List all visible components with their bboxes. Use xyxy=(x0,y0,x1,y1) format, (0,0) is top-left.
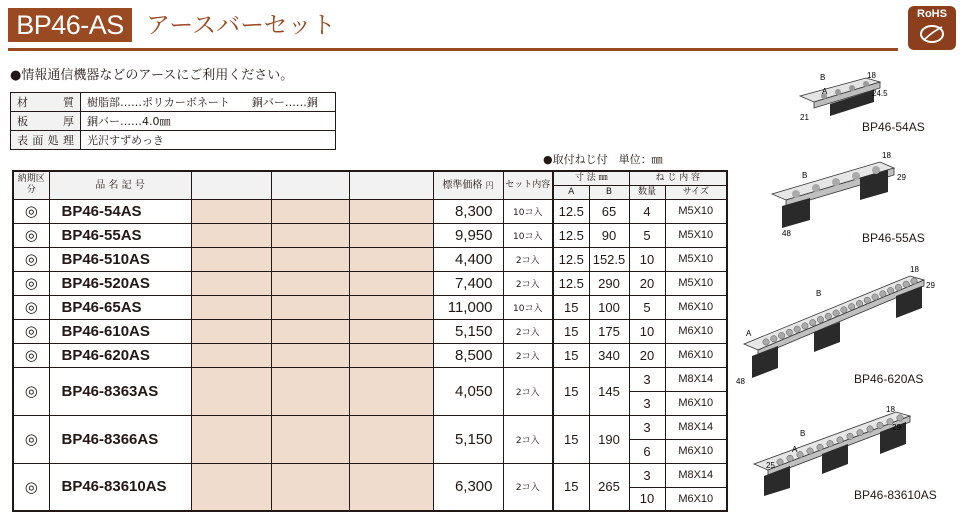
set-cell: 10コ入 xyxy=(503,295,553,319)
delivery-mark: ◎ xyxy=(13,271,49,295)
product-image-83610as xyxy=(730,400,946,496)
header-name: 品 名 記 号 xyxy=(49,171,191,199)
screw-size-cell: M5X10 xyxy=(665,247,727,271)
dim-label: B xyxy=(820,73,826,82)
screw-qty-cell: 5 xyxy=(629,223,665,247)
price-cell: 4,400 xyxy=(433,247,503,271)
spec-value: 銅バー……4.0㎜ xyxy=(81,112,336,131)
blank-cell xyxy=(349,199,433,223)
blank-cell xyxy=(349,367,433,415)
blank-cell xyxy=(191,295,271,319)
bolt-head xyxy=(857,429,863,435)
screw-size-cell: M8X14 xyxy=(665,463,727,487)
price-cell: 6,300 xyxy=(433,463,503,511)
header-dim-b: B xyxy=(589,185,629,199)
delivery-mark: ◎ xyxy=(13,415,49,463)
dim-a-cell: 12.5 xyxy=(553,223,589,247)
dim-a-cell: 15 xyxy=(553,463,589,511)
table-row xyxy=(13,415,727,439)
bolt-head xyxy=(787,455,793,461)
product-name: BP46-520AS xyxy=(49,271,191,295)
screw-size-cell: M5X10 xyxy=(665,199,727,223)
product-name: BP46-65AS xyxy=(49,295,191,319)
dim-label: B xyxy=(816,289,822,298)
screw-qty-cell: 3 xyxy=(629,367,665,391)
screw-qty-cell: 5 xyxy=(629,295,665,319)
bolt-head xyxy=(847,433,853,439)
table-row xyxy=(13,367,727,391)
table-row xyxy=(13,295,727,319)
dim-label: 48 xyxy=(782,229,791,238)
header-set: セット内容 xyxy=(503,171,553,199)
dim-label: 48 xyxy=(736,377,745,386)
header-blank xyxy=(271,171,349,199)
dim-a-cell: 15 xyxy=(553,319,589,343)
header-size: サイズ xyxy=(665,185,727,199)
header-screws: ね じ 内 容 xyxy=(629,171,727,185)
bolt-head xyxy=(807,448,813,454)
blank-cell xyxy=(349,295,433,319)
bolt-head xyxy=(825,313,831,319)
blank-cell xyxy=(271,295,349,319)
spec-row xyxy=(11,131,336,150)
screw-qty-cell: 10 xyxy=(629,487,665,511)
set-cell: 2コ入 xyxy=(503,271,553,295)
spec-key: 板厚 xyxy=(11,112,81,131)
blank-cell xyxy=(191,199,271,223)
screw-size-cell: M6X10 xyxy=(665,295,727,319)
dim-label: 18 xyxy=(867,71,876,80)
screw-qty-cell: 10 xyxy=(629,247,665,271)
price-cell: 4,050 xyxy=(433,367,503,415)
screw-size-cell: M8X14 xyxy=(665,415,727,439)
screw-qty-cell: 3 xyxy=(629,415,665,439)
delivery-mark: ◎ xyxy=(13,223,49,247)
blank-cell xyxy=(191,319,271,343)
bolt-head xyxy=(827,440,833,446)
header-blank xyxy=(349,171,433,199)
rohs-badge xyxy=(908,6,956,50)
spec-key: 表面処理 xyxy=(11,131,81,150)
bolt-head xyxy=(763,339,769,345)
blank-cell xyxy=(271,415,349,463)
model-badge: BP46-AS xyxy=(8,8,132,42)
dim-b-cell: 65 xyxy=(589,199,629,223)
price-cell: 5,150 xyxy=(433,319,503,343)
bolt-head xyxy=(833,310,839,316)
rohs-label: RoHS xyxy=(917,8,947,20)
bolt-head xyxy=(777,459,783,465)
blank-cell xyxy=(271,199,349,223)
product-label: BP46-620AS xyxy=(854,372,924,386)
dim-label: A xyxy=(822,87,828,96)
dim-a-cell: 15 xyxy=(553,343,589,367)
table-body xyxy=(13,199,727,511)
dim-label: 24.5 xyxy=(872,89,888,98)
table-row xyxy=(13,343,727,367)
bolt-head xyxy=(856,300,862,306)
bolt-head xyxy=(786,329,792,335)
table-row xyxy=(13,463,727,487)
header-dim-a: A xyxy=(553,185,589,199)
bolt-head xyxy=(837,437,843,443)
product-name: BP46-510AS xyxy=(49,247,191,271)
blank-cell xyxy=(191,463,271,511)
product-label: BP46-54AS xyxy=(862,120,925,134)
dim-b-cell: 265 xyxy=(589,463,629,511)
blank-cell xyxy=(271,247,349,271)
blank-cell xyxy=(349,271,433,295)
delivery-mark: ◎ xyxy=(13,199,49,223)
header-yen: 円 xyxy=(485,180,494,190)
blank-cell xyxy=(191,247,271,271)
blank-cell xyxy=(271,367,349,415)
blank-cell xyxy=(349,223,433,247)
dim-a-cell: 12.5 xyxy=(553,271,589,295)
dim-label: 29 xyxy=(897,173,906,182)
blank-cell xyxy=(349,343,433,367)
screw-qty-cell: 6 xyxy=(629,439,665,463)
screw-size-cell: M6X10 xyxy=(665,391,727,415)
bolt-head xyxy=(867,426,873,432)
price-cell: 11,000 xyxy=(433,295,503,319)
screw-qty-cell: 3 xyxy=(629,391,665,415)
spec-key: 材質 xyxy=(11,93,81,112)
set-cell: 2コ入 xyxy=(503,247,553,271)
blank-cell xyxy=(271,223,349,247)
price-cell: 5,150 xyxy=(433,415,503,463)
bolt-head xyxy=(895,284,901,290)
dim-label: 18 xyxy=(886,405,895,414)
dim-b-cell: 340 xyxy=(589,343,629,367)
price-cell: 7,400 xyxy=(433,271,503,295)
table-row xyxy=(13,319,727,343)
blank-cell xyxy=(349,247,433,271)
blank-cell xyxy=(349,415,433,463)
bolt-head xyxy=(778,332,784,338)
table-row xyxy=(13,199,727,223)
blank-cell xyxy=(349,463,433,511)
dim-label: 29 xyxy=(892,423,901,432)
blank-cell xyxy=(191,367,271,415)
screw-size-cell: M6X10 xyxy=(665,343,727,367)
header-price xyxy=(433,171,503,199)
bolt-head xyxy=(911,278,917,284)
screw-size-cell: M6X10 xyxy=(665,487,727,511)
set-cell: 10コ入 xyxy=(503,199,553,223)
screw-size-cell: M8X14 xyxy=(665,367,727,391)
dim-b-cell: 190 xyxy=(589,415,629,463)
screw-qty-cell: 10 xyxy=(629,319,665,343)
spec-row xyxy=(11,112,336,131)
dim-label: 18 xyxy=(882,151,891,160)
screw-size-cell: M6X10 xyxy=(665,319,727,343)
intro-text: ●情報通信機器などのアースにご利用ください。 xyxy=(10,68,294,83)
product-table xyxy=(12,170,728,512)
dim-a-cell: 12.5 xyxy=(553,199,589,223)
bolt-head xyxy=(887,287,893,293)
product-name: BP46-8366AS xyxy=(49,415,191,463)
unit-note: ●取付ねじ付 単位：㎜ xyxy=(543,153,663,166)
delivery-mark: ◎ xyxy=(13,463,49,511)
bolt-head xyxy=(897,415,903,421)
set-cell: 2コ入 xyxy=(503,343,553,367)
price-cell: 8,500 xyxy=(433,343,503,367)
delivery-mark: ◎ xyxy=(13,343,49,367)
dim-label: B xyxy=(802,171,808,180)
header-price-label: 標準価格 xyxy=(442,179,483,191)
dim-b-cell: 100 xyxy=(589,295,629,319)
product-name: BP46-610AS xyxy=(49,319,191,343)
header-rule xyxy=(8,48,898,51)
blank-cell xyxy=(191,223,271,247)
price-cell: 9,950 xyxy=(433,223,503,247)
product-name: BP46-83610AS xyxy=(49,463,191,511)
dim-label: A xyxy=(746,329,752,338)
dim-b-cell: 145 xyxy=(589,367,629,415)
product-name: BP46-55AS xyxy=(49,223,191,247)
set-cell: 2コ入 xyxy=(503,415,553,463)
price-cell: 8,300 xyxy=(433,199,503,223)
dim-a-cell: 15 xyxy=(553,415,589,463)
bolt-head xyxy=(877,422,883,428)
blank-cell xyxy=(271,319,349,343)
product-name: BP46-8363AS xyxy=(49,367,191,415)
bolt-head xyxy=(848,303,854,309)
dim-label: 21 xyxy=(800,113,809,122)
header-blank xyxy=(191,171,271,199)
dim-label: 29 xyxy=(926,281,935,290)
dim-a-cell: 15 xyxy=(553,367,589,415)
spec-value: 光沢すずめっき xyxy=(81,131,336,150)
dim-b-cell: 290 xyxy=(589,271,629,295)
product-name: BP46-54AS xyxy=(49,199,191,223)
screw-size-cell: M6X10 xyxy=(665,439,727,463)
dim-label: B xyxy=(800,429,806,438)
delivery-mark: ◎ xyxy=(13,319,49,343)
header-delivery: 納期区分 xyxy=(13,171,49,199)
product-image-55as xyxy=(762,148,922,238)
product-label: BP46-83610AS xyxy=(854,488,937,502)
bolt-head xyxy=(903,281,909,287)
bolt-head xyxy=(794,326,800,332)
blank-cell xyxy=(191,415,271,463)
dim-b-cell: 152.5 xyxy=(589,247,629,271)
table-row xyxy=(13,223,727,247)
spec-table xyxy=(10,92,336,150)
bolt-head xyxy=(802,323,808,329)
delivery-mark: ◎ xyxy=(13,295,49,319)
set-cell: 10コ入 xyxy=(503,223,553,247)
bolt-head xyxy=(797,451,803,457)
dim-a-cell: 12.5 xyxy=(553,247,589,271)
set-cell: 2コ入 xyxy=(503,463,553,511)
delivery-mark: ◎ xyxy=(13,367,49,415)
header-dims: 寸 法 ㎜ xyxy=(553,171,629,185)
table-header-row xyxy=(13,171,727,185)
screw-qty-cell: 4 xyxy=(629,199,665,223)
blank-cell xyxy=(271,343,349,367)
set-cell: 2コ入 xyxy=(503,319,553,343)
blank-cell xyxy=(271,463,349,511)
bolt-head xyxy=(817,316,823,322)
header-qty: 数量 xyxy=(629,185,665,199)
page-title: アースバーセット xyxy=(146,11,336,39)
table-row xyxy=(13,271,727,295)
bolt-head xyxy=(880,291,886,297)
dim-label: 25 xyxy=(766,461,775,470)
dim-label: A xyxy=(792,445,798,454)
bolt-head xyxy=(841,307,847,313)
spec-value: 樹脂部……ポリカーボネート 銅バー……銅 xyxy=(81,93,336,112)
bolt-head xyxy=(864,297,870,303)
product-name: BP46-620AS xyxy=(49,343,191,367)
dim-a-cell: 15 xyxy=(553,295,589,319)
blank-cell xyxy=(191,271,271,295)
dim-label: 18 xyxy=(910,265,919,274)
set-cell: 2コ入 xyxy=(503,367,553,415)
spec-row xyxy=(11,93,336,112)
delivery-mark: ◎ xyxy=(13,247,49,271)
dim-b-cell: 90 xyxy=(589,223,629,247)
bolt-head xyxy=(810,320,816,326)
blank-cell xyxy=(191,343,271,367)
blank-cell xyxy=(271,271,349,295)
bolt-head xyxy=(771,336,777,342)
bolt-head xyxy=(872,294,878,300)
blank-cell xyxy=(349,319,433,343)
screw-qty-cell: 3 xyxy=(629,463,665,487)
leaf-icon xyxy=(918,22,946,46)
screw-qty-cell: 20 xyxy=(629,271,665,295)
product-image-620as xyxy=(730,262,946,386)
bolt-head xyxy=(817,444,823,450)
table-row xyxy=(13,247,727,271)
screw-qty-cell: 20 xyxy=(629,343,665,367)
product-label: BP46-55AS xyxy=(862,231,925,245)
dim-b-cell: 175 xyxy=(589,319,629,343)
screw-size-cell: M5X10 xyxy=(665,223,727,247)
screw-size-cell: M5X10 xyxy=(665,271,727,295)
